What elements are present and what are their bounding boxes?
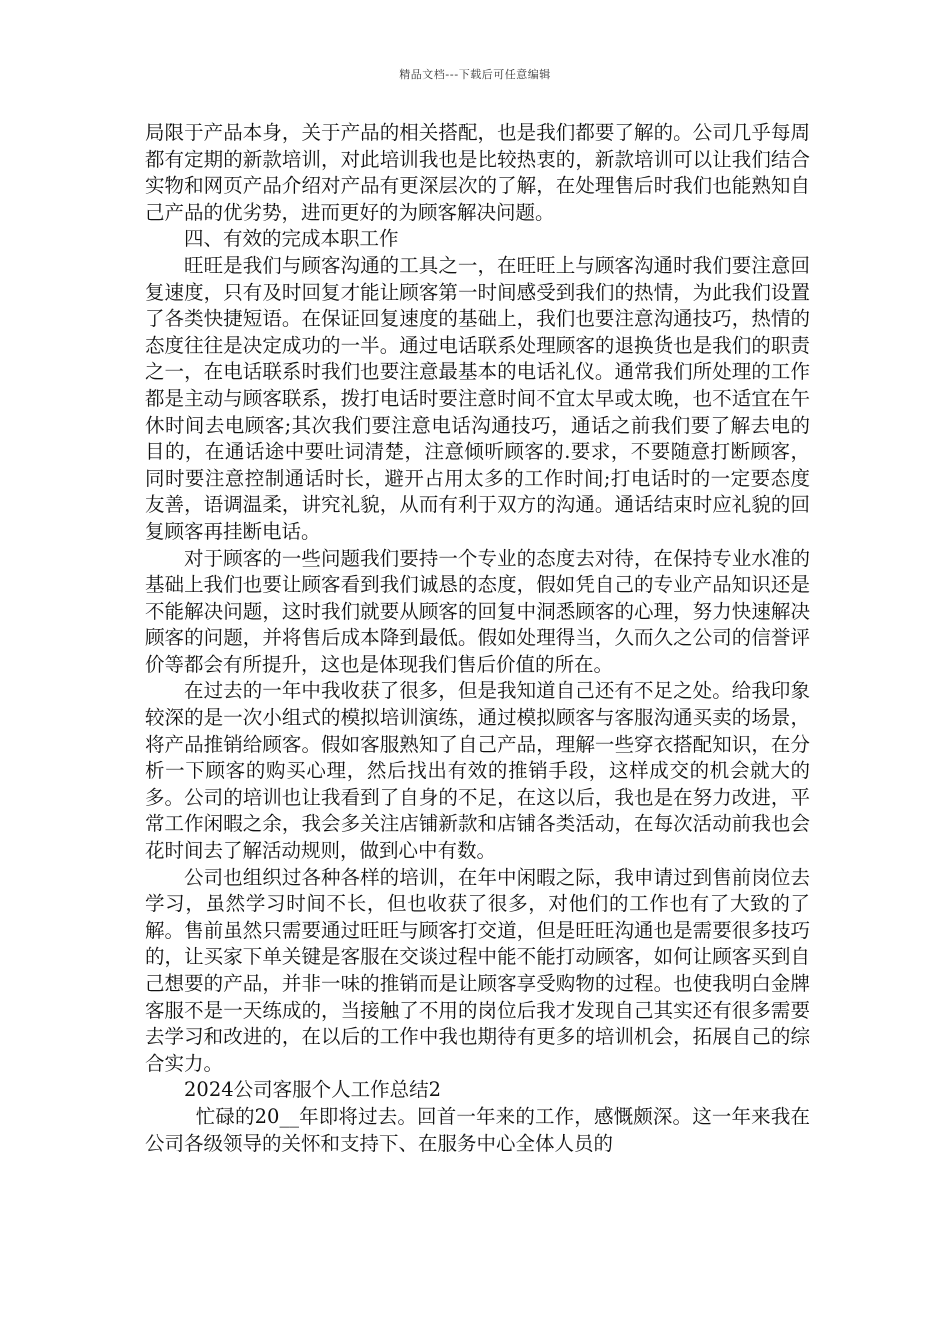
page-header: 精品文档---下载后可任意编辑 [399, 68, 551, 81]
section-heading: 四、有效的完成本职工作 [184, 227, 399, 251]
paragraph: 局限于产品本身，关于产品的相关搭配，也是我们都要了解的。公司几乎每周都有定期的新款培训，对此培训我也是比较热衷的，新款培训可以让我们结合实物和网页产品介绍对产品有更深层次的了解，在处理售后时我们也能熟知自己产品的优劣势，进而更好的为顾客解决问题。 [145, 121, 810, 224]
document-subtitle: 2024公司客服个人工作总结2 [184, 1078, 442, 1102]
document-body [145, 120, 810, 1157]
paragraph: 对于顾客的一些问题我们要持一个专业的态度去对待，在保持专业水准的基础上我们也要让顾客看到我们诚恳的态度，假如凭自己的专业产品知识还是不能解决问题，这时我们就要从顾客的回复中洞悉顾客的心理，努力快速解决顾客的问题，并将售后成本降到最低。假如处理得当，久而久之公司的信誉评价等都会有所提升，这也是体现我们售后价值的所在。 [145, 546, 810, 676]
paragraph: 在过去的一年中我收获了很多，但是我知道自己还有不足之处。给我印象较深的是一次小组式的模拟培训演练，通过模拟顾客与客服沟通买卖的场景，将产品推销给顾客。假如客服熟知了自己产品，理解一些穿衣搭配知识，在分析一下顾客的购买心理，然后找出有效的推销手段，这样成交的机会就大的多。公司的培训也让我看到了自身的不足，在这以后，我也是在努力改进，平常工作闲暇之余，我会多关注店铺新款和店铺各类活动，在每次活动前我也会花时间去了解活动规则，做到心中有数。 [145, 679, 810, 863]
paragraph: 公司也组织过各种各样的培训，在年中闲暇之际，我申请过到售前岗位去学习，虽然学习时间不长，但也收获了很多，对他们的工作也有了大致的了解。售前虽然只需要通过旺旺与顾客打交道，但是旺旺沟通也是需要很多技巧的，让买家下单关键是客服在交谈过程中能不能打动顾客，如何让顾客买到自己想要的产品，并非一味的推销而是让顾客享受购物的过程。也使我明白金牌客服不是一天练成的，当接触了不用的岗位后我才发现自己其实还有很多需要去学习和改进的，在以后的工作中我也期待有更多的培训机会，拓展自己的综合实力。 [145, 865, 810, 1075]
paragraph: 旺旺是我们与顾客沟通的工具之一，在旺旺上与顾客沟通时我们要注意回复速度，只有及时回复才能让顾客第一时间感受到我们的热情，为此我们设置了各类快捷短语。在保证回复速度的基础上，我们也要注意沟通技巧，热情的态度往往是决定成功的一半。通过电话联系处理顾客的退换货也是我们的职责之一，在电话联系时我们也要注意最基本的电话礼仪。通常我们所处理的工作都是主动与顾客联系，拨打电话时要注意时间不宜太早或太晚，也不适宜在午休时间去电顾客;其次我们要注意电话沟通技巧，通话之前我们要了解去电的目的，在通话途中要吐词清楚，注意倾听顾客的.要求，不要随意打断顾客，同时要注意控制通话时长，避开占用太多的工作时间;打电话时的一定要态度友善，语调温柔，讲究礼貌，从而有利于双方的沟通。通话结束时应礼貌的回复顾客再挂断电话。 [145, 253, 810, 543]
paragraph: 忙碌的20__年即将过去。回首一年来的工作，感慨颇深。这一年来我在公司各级领导的关怀和支持下、在服务中心全体人员的 [145, 1104, 810, 1155]
